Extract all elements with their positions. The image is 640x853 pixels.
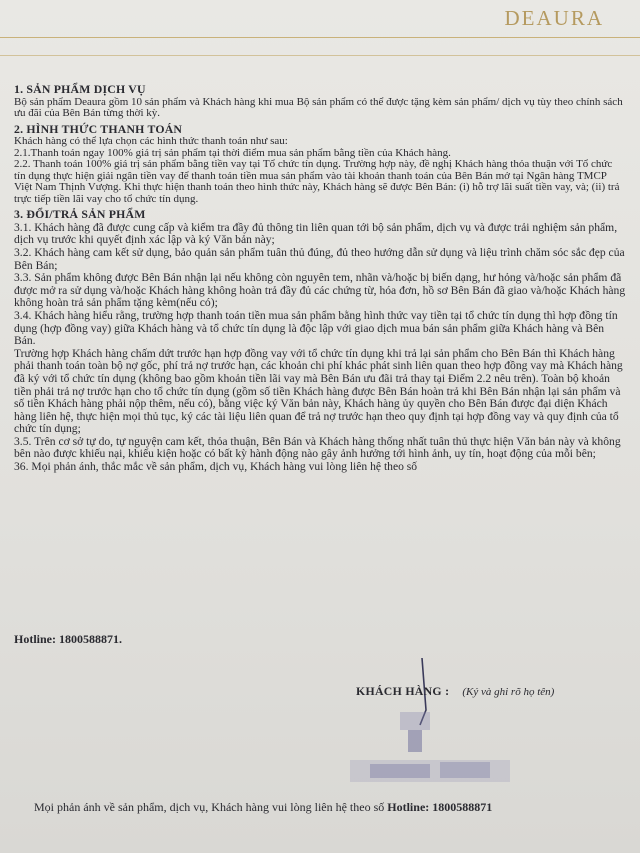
- signature-mark: [330, 650, 630, 800]
- section-paragraph: Bộ sản phẩm Deaura gồm 10 sản phẩm và Khách hàng khi mua Bộ sản phẩm có thể được tặng kèm sản phẩm/ dịch vụ tùy theo chính sách ưu đãi của Bên Bán từng thời kỳ.: [14, 95, 623, 120]
- header-divider-secondary: [0, 55, 640, 56]
- hotline-text: Hotline: 1800588871.: [14, 632, 122, 646]
- section-paragraph: 2.2. Thanh toán 100% giá trị sản phẩm bằng tiền vay tại Tổ chức tín dụng. Trường hợp này, đề nghị Khách hàng thỏa thuận với Tổ chức tín dụng thực hiện giải ngân tiền vay để thanh toán tiền mua sản phẩm vào tài khoản thanh toán của Bên Bán mở tại Ngân hàng TMCP Việt Nam Thịnh Vượng. Khi thực hiện thanh toán theo hình thức này, Khách hàng sẽ được Bên Bán: (i) hỗ trợ lãi suất tiền vay, và; (ii) trả trực tiếp tiền lãi vay cho tổ chức tín dụng.: [14, 158, 620, 205]
- section-paragraph: 3.1. Khách hàng đã được cung cấp và kiểm tra đầy đủ thông tin liên quan tới bộ sản phẩm, dịch vụ và được trải nghiệm sản phẩm, dịch vụ trước khi quyết định xác lập và ký Văn bản này;: [14, 220, 618, 247]
- section-paragraph: 3.5. Trên cơ sở tự do, tự nguyện cam kết, thỏa thuận, Bên Bán và Khách hàng thống nhất tuân thủ thực hiện Văn bản này và không bên nào được khiếu nại, khiếu kiện hoặc có bất kỳ hành động nào gây ảnh hưởng tới hình ảnh, uy tín, hoạt động của mỗi bên;: [14, 434, 621, 461]
- section-heading-returns: 3. ĐỔI/TRẢ SẢN PHẨM: [14, 207, 146, 222]
- brand-logo: DEAURA: [504, 6, 604, 30]
- section-heading-payment: 2. HÌNH THỨC THANH TOÁN: [14, 121, 183, 136]
- footer: [34, 800, 492, 815]
- section-paragraph: 3.4. Khách hàng hiểu rằng, trường hợp thanh toán tiền mua sản phẩm bằng hình thức vay tiền tại tổ chức tín dụng thì hợp đồng tín dụng (hợp đồng vay) giữa Khách hàng và tổ chức tín dụng là độc lập với giao dịch mua bán sản phẩm giữa Khách hàng và Bên Bán.: [14, 308, 618, 348]
- customer-label: KHÁCH HÀNG :: [356, 684, 450, 698]
- document-body: [14, 80, 626, 474]
- customer-signature-label: [356, 684, 554, 699]
- footer-text: Mọi phản ánh về sản phẩm, dịch vụ, Khách hàng vui lòng liên hệ theo số: [34, 800, 385, 814]
- footer-hotline: Hotline: 1800588871: [387, 800, 493, 814]
- section-paragraph: Trường hợp Khách hàng chấm dứt trước hạn hợp đồng vay với tổ chức tín dụng khi trả lại sản phẩm cho Bên Bán thì Khách hàng phải thanh toán toàn bộ nợ gốc, phí trả nợ trước hạn, các khoản chi phí khác phát sinh liên quan theo hợp đồng vay mà Khách hàng đã ký với tổ chức tín dụng (không bao gồm khoản tiền lãi vay mà Bên Bán ưu đãi trả thay tại Điểm 2.2 nêu trên). Toàn bộ khoản tiền phải trả nợ trước hạn cho tổ chức tín dụng (gồm số tiền Khách hàng được Bên Bán hoàn trả khi Bên Bán nhận lại sản phẩm và số tiền Khách hàng phải nộp thêm, nếu có), bằng việc ký Văn bản này, Khách hàng ủy quyền cho Bên Bán được đại diện Khách hàng liên hệ, thực hiện mọi thủ tục, ký các tài liệu liên quan để trả nợ trước hạn theo quy định tại hợp đồng vay và quy định của tổ chức tín dụng;: [14, 346, 623, 436]
- section-paragraph: 3.3. Sản phẩm không được Bên Bán nhận lại nếu không còn nguyên tem, nhãn và/hoặc bị biến dạng, hư hỏng và/hoặc sản phẩm đã được mở ra sử dụng và/hoặc Khách hàng không hoàn trả đầy đủ các chứng từ, hóa đơn, hồ sơ Bên Bán đã giao và/hoặc Khách hàng không hoàn trả sản phẩm tặng kèm(nếu có);: [14, 271, 626, 310]
- section-paragraph: 36. Mọi phản ánh, thắc mắc về sản phẩm, dịch vụ, Khách hàng vui lòng liên hệ theo số: [14, 460, 418, 474]
- section-paragraph: 3.2. Khách hàng cam kết sử dụng, bảo quản sản phẩm tuân thủ đúng, đủ theo hướng dẫn sử dụng và liệu trình chăm sóc sắc đẹp của Bên Bán;: [14, 245, 625, 272]
- signature-instruction: (Ký và ghi rõ họ tên): [462, 686, 555, 698]
- section-heading-products: 1. SẢN PHẨM DỊCH VỤ: [14, 82, 146, 96]
- section-paragraph: Khách hàng có thể lựa chọn các hình thức thanh toán như sau:: [14, 135, 288, 148]
- header-divider: [0, 37, 640, 38]
- section-paragraph: 2.1.Thanh toán ngay 100% giá trị sản phẩm tại thời điểm mua sản phẩm bằng tiền của Khách hàng.: [14, 146, 451, 159]
